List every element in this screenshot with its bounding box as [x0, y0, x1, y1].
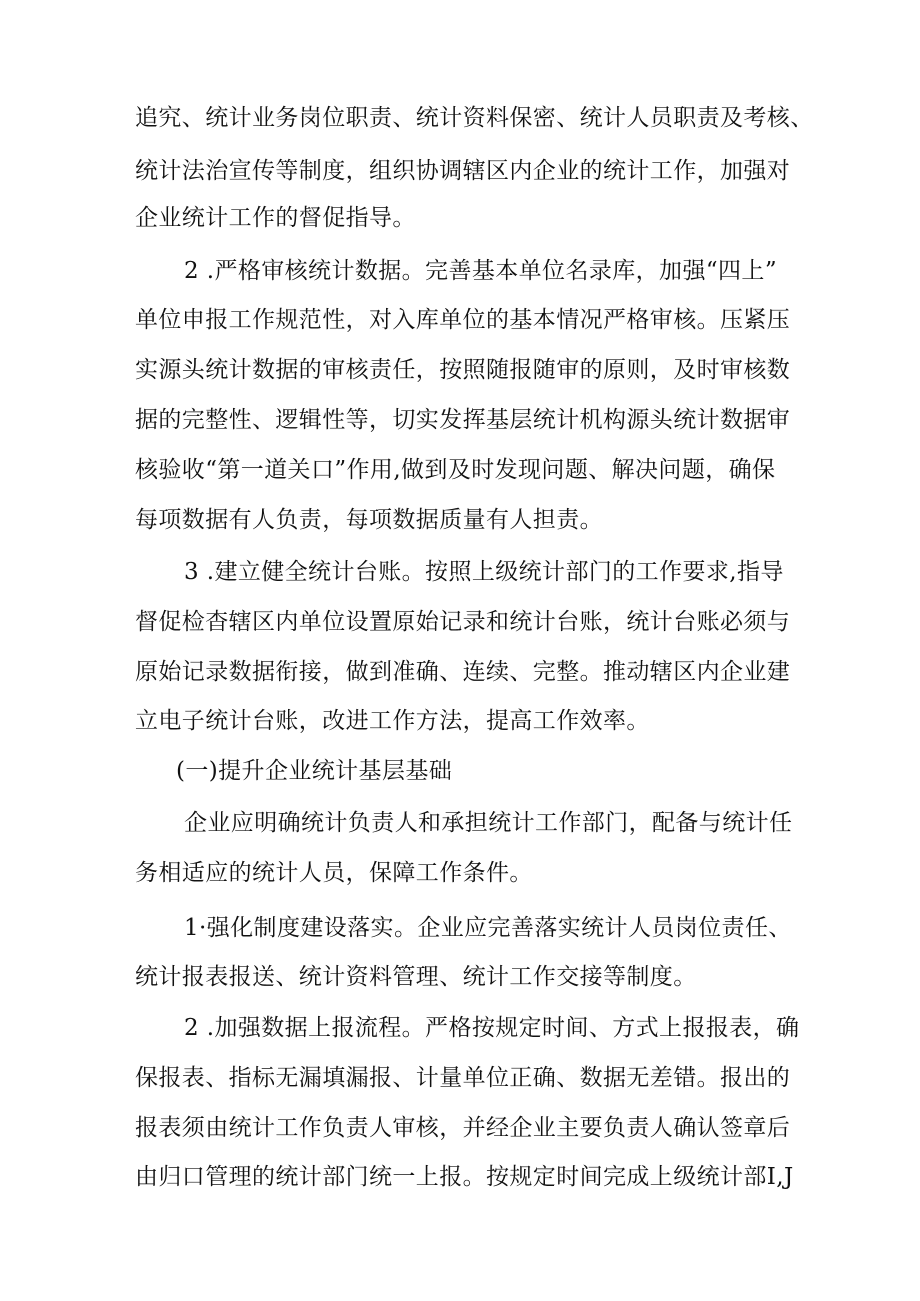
text-line: 企业应明确统计负责人和承担统计工作部门，配备与统计任	[184, 810, 793, 836]
text-line: 统计法治宣传等制度，组织协调辖区内企业的统计工作，加强对	[135, 158, 791, 184]
text-line: 立电子统计台账，改进工作方法，提高工作效率。	[135, 708, 650, 734]
text-line: 报表须由统计工作负责人审核，并经企业主要负责人确认签章后	[135, 1115, 791, 1141]
text-line: 1·强化制度建设落实。企业应完善落实统计人员岗位责任、	[184, 915, 792, 941]
text-line: 务相适应的统计人员，保障工作条件。	[135, 860, 533, 886]
text-line: 实源头统计数据的审核责任，按照随报随审的原则，及时审核数	[135, 357, 791, 383]
text-line: 统计报表报送、统计资料管理、统计工作交接等制度。	[135, 964, 697, 990]
text-line: 追究、统计业务岗位职责、统计资料保密、统计人员职责及考核、	[135, 105, 814, 131]
text-line: 保报表、指标无漏填漏报、计量单位正确、数据无差错。报出的	[135, 1065, 791, 1091]
text-line: 2 .严格审核统计数据。完善基本单位名录库，加强“四上”	[184, 258, 777, 284]
text-line: 2 .加强数据上报流程。严格按规定时间、方式上报报表，确	[184, 1015, 800, 1041]
text-line: 3 .建立健全统计台账。按照上级统计部门的工作要求,指导	[184, 559, 784, 585]
text-line: 由归口管理的统计部门统一上报。按规定时间完成上级统计部I,J	[135, 1164, 794, 1190]
text-line: 每项数据有人负责，每项数据质量有人担责。	[135, 507, 603, 533]
text-line: 督促检杳辖区内单位设置原始记录和统计台账，统计台账必须与	[135, 609, 791, 635]
text-line: 据的完整性、逻辑性等，切实发挥基层统计机构源头统计数据审	[135, 407, 791, 433]
text-line: 原始记录数据衔接，做到准确、连续、完整。推动辖区内企业建	[135, 659, 791, 685]
text-line: 单位申报工作规范性，对入库单位的基本情况严格审核。压紧压	[135, 307, 791, 333]
text-line: 核验收“第一道关口”作用,做到及时发现问题、解决问题，确保	[135, 457, 776, 483]
section-heading: (一)提升企业统计基层基础	[176, 758, 453, 784]
text-line: 企业统计工作的督促指导。	[135, 205, 416, 231]
